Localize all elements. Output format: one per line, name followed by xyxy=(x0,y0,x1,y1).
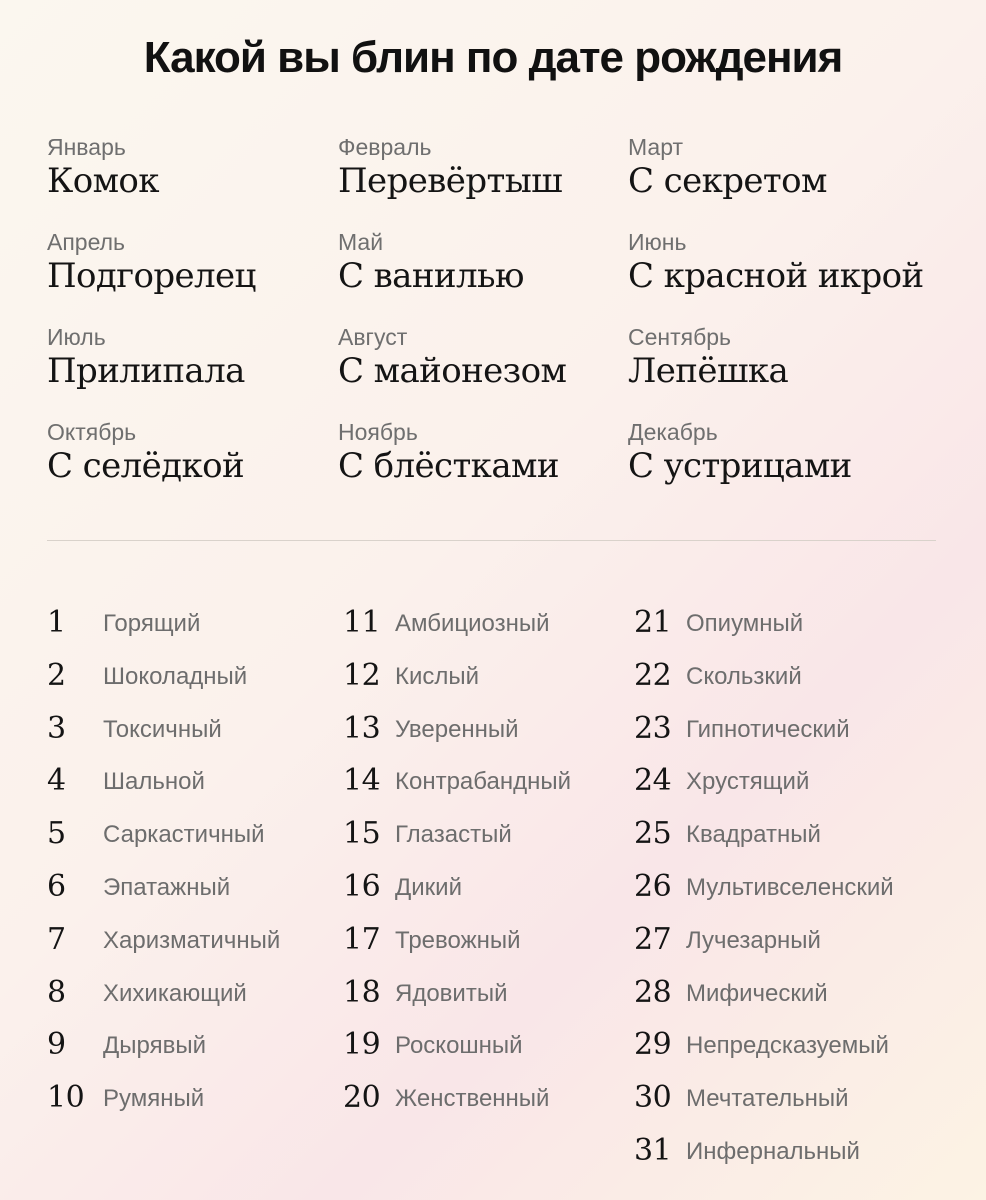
pancake-type: С устрицами xyxy=(628,446,852,486)
month-name: Декабрь xyxy=(628,419,718,445)
day-number: 19 xyxy=(343,1027,381,1062)
month-name: Ноябрь xyxy=(338,419,418,445)
day-number: 28 xyxy=(634,975,672,1010)
pancake-type: Перевёртыш xyxy=(338,161,563,201)
day-adjective: Глазастый xyxy=(395,821,512,848)
day-adjective: Румяный xyxy=(103,1085,205,1112)
day-adjective: Эпатажный xyxy=(103,874,231,901)
day-adjective: Горящий xyxy=(103,610,201,637)
pancake-type: С селёдкой xyxy=(47,446,245,486)
pancake-type: С ванилью xyxy=(338,256,524,296)
day-adjective: Дырявый xyxy=(103,1032,206,1059)
day-adjective: Контрабандный xyxy=(395,768,571,795)
day-number: 26 xyxy=(634,869,672,904)
month-name: Август xyxy=(338,324,408,350)
month-name: Май xyxy=(338,229,384,255)
month-item-december xyxy=(628,418,928,486)
month-name: Июнь xyxy=(628,229,687,255)
month-name: Февраль xyxy=(338,134,432,160)
day-adjective: Шальной xyxy=(103,768,205,795)
day-adjective: Квадратный xyxy=(686,821,821,848)
section-divider xyxy=(47,540,936,541)
day-adjective: Саркастичный xyxy=(103,821,265,848)
day-number: 17 xyxy=(343,922,381,957)
month-item-june xyxy=(628,228,928,296)
pancake-type: Прилипала xyxy=(47,351,245,391)
month-item-july xyxy=(47,323,347,391)
day-adjective: Кислый xyxy=(395,663,480,690)
month-name: Январь xyxy=(47,134,126,160)
day-adjective: Амбициозный xyxy=(395,610,550,637)
pancake-type: С майонезом xyxy=(338,351,567,391)
day-number: 16 xyxy=(343,869,381,904)
day-adjective: Ядовитый xyxy=(395,980,508,1007)
month-name: Сентябрь xyxy=(628,324,732,350)
month-item-october xyxy=(47,418,347,486)
day-number: 12 xyxy=(343,658,381,693)
month-item-march xyxy=(628,133,928,201)
month-item-may xyxy=(338,228,638,296)
month-item-november xyxy=(338,418,638,486)
day-adjective: Мифический xyxy=(686,980,828,1007)
day-number: 30 xyxy=(634,1080,672,1115)
pancake-type: Лепёшка xyxy=(628,351,789,391)
month-name: Октябрь xyxy=(47,419,137,445)
day-number: 1 xyxy=(47,605,66,640)
day-adjective: Хрустящий xyxy=(686,768,810,795)
month-name: Июль xyxy=(47,324,106,350)
day-adjective: Опиумный xyxy=(686,610,804,637)
day-adjective: Уверенный xyxy=(395,716,519,743)
pancake-type: С секретом xyxy=(628,161,827,201)
day-number: 14 xyxy=(343,763,381,798)
pancake-type: С красной икрой xyxy=(628,256,924,296)
day-number: 21 xyxy=(634,605,672,640)
day-number: 4 xyxy=(47,763,66,798)
month-item-april xyxy=(47,228,347,296)
day-adjective: Женственный xyxy=(395,1085,550,1112)
day-number: 6 xyxy=(47,869,66,904)
day-adjective: Мечтательный xyxy=(686,1085,849,1112)
month-name: Апрель xyxy=(47,229,126,255)
day-number: 8 xyxy=(47,975,66,1010)
day-number: 5 xyxy=(47,816,66,851)
day-adjective: Хихикающий xyxy=(103,980,247,1007)
day-adjective: Шоколадный xyxy=(103,663,248,690)
pancake-type: Подгорелец xyxy=(47,256,256,296)
day-number: 18 xyxy=(343,975,381,1010)
day-number: 22 xyxy=(634,658,672,693)
month-item-august xyxy=(338,323,638,391)
pancake-type: Комок xyxy=(47,161,159,201)
day-number: 27 xyxy=(634,922,672,957)
day-number: 3 xyxy=(47,711,66,746)
day-number: 2 xyxy=(47,658,66,693)
day-number: 23 xyxy=(634,711,672,746)
day-adjective: Харизматичный xyxy=(103,927,281,954)
day-number: 9 xyxy=(47,1027,66,1062)
day-adjective: Скользкий xyxy=(686,663,802,690)
day-number: 20 xyxy=(343,1080,381,1115)
day-number: 31 xyxy=(634,1133,672,1168)
day-adjective: Инфернальный xyxy=(686,1138,860,1165)
day-adjective: Лучезарный xyxy=(686,927,821,954)
pancake-type: С блёстками xyxy=(338,446,559,486)
month-item-january xyxy=(47,133,347,201)
day-adjective: Гипнотический xyxy=(686,716,850,743)
day-number: 15 xyxy=(343,816,381,851)
day-adjective: Тревожный xyxy=(395,927,521,954)
day-number: 7 xyxy=(47,922,66,957)
day-number: 25 xyxy=(634,816,672,851)
page-title: Какой вы блин по дате рождения xyxy=(143,33,843,82)
day-adjective: Токсичный xyxy=(103,716,222,743)
month-name: Март xyxy=(628,134,684,160)
day-adjective: Мультивселенский xyxy=(686,874,894,901)
day-number: 24 xyxy=(634,763,672,798)
day-number: 10 xyxy=(47,1080,85,1115)
day-adjective: Роскошный xyxy=(395,1032,523,1059)
day-number: 11 xyxy=(343,605,381,640)
day-adjective: Непредсказуемый xyxy=(686,1032,889,1059)
day-number: 13 xyxy=(343,711,381,746)
month-item-february xyxy=(338,133,638,201)
day-number: 29 xyxy=(634,1027,672,1062)
month-item-september xyxy=(628,323,928,391)
day-adjective: Дикий xyxy=(395,874,462,901)
